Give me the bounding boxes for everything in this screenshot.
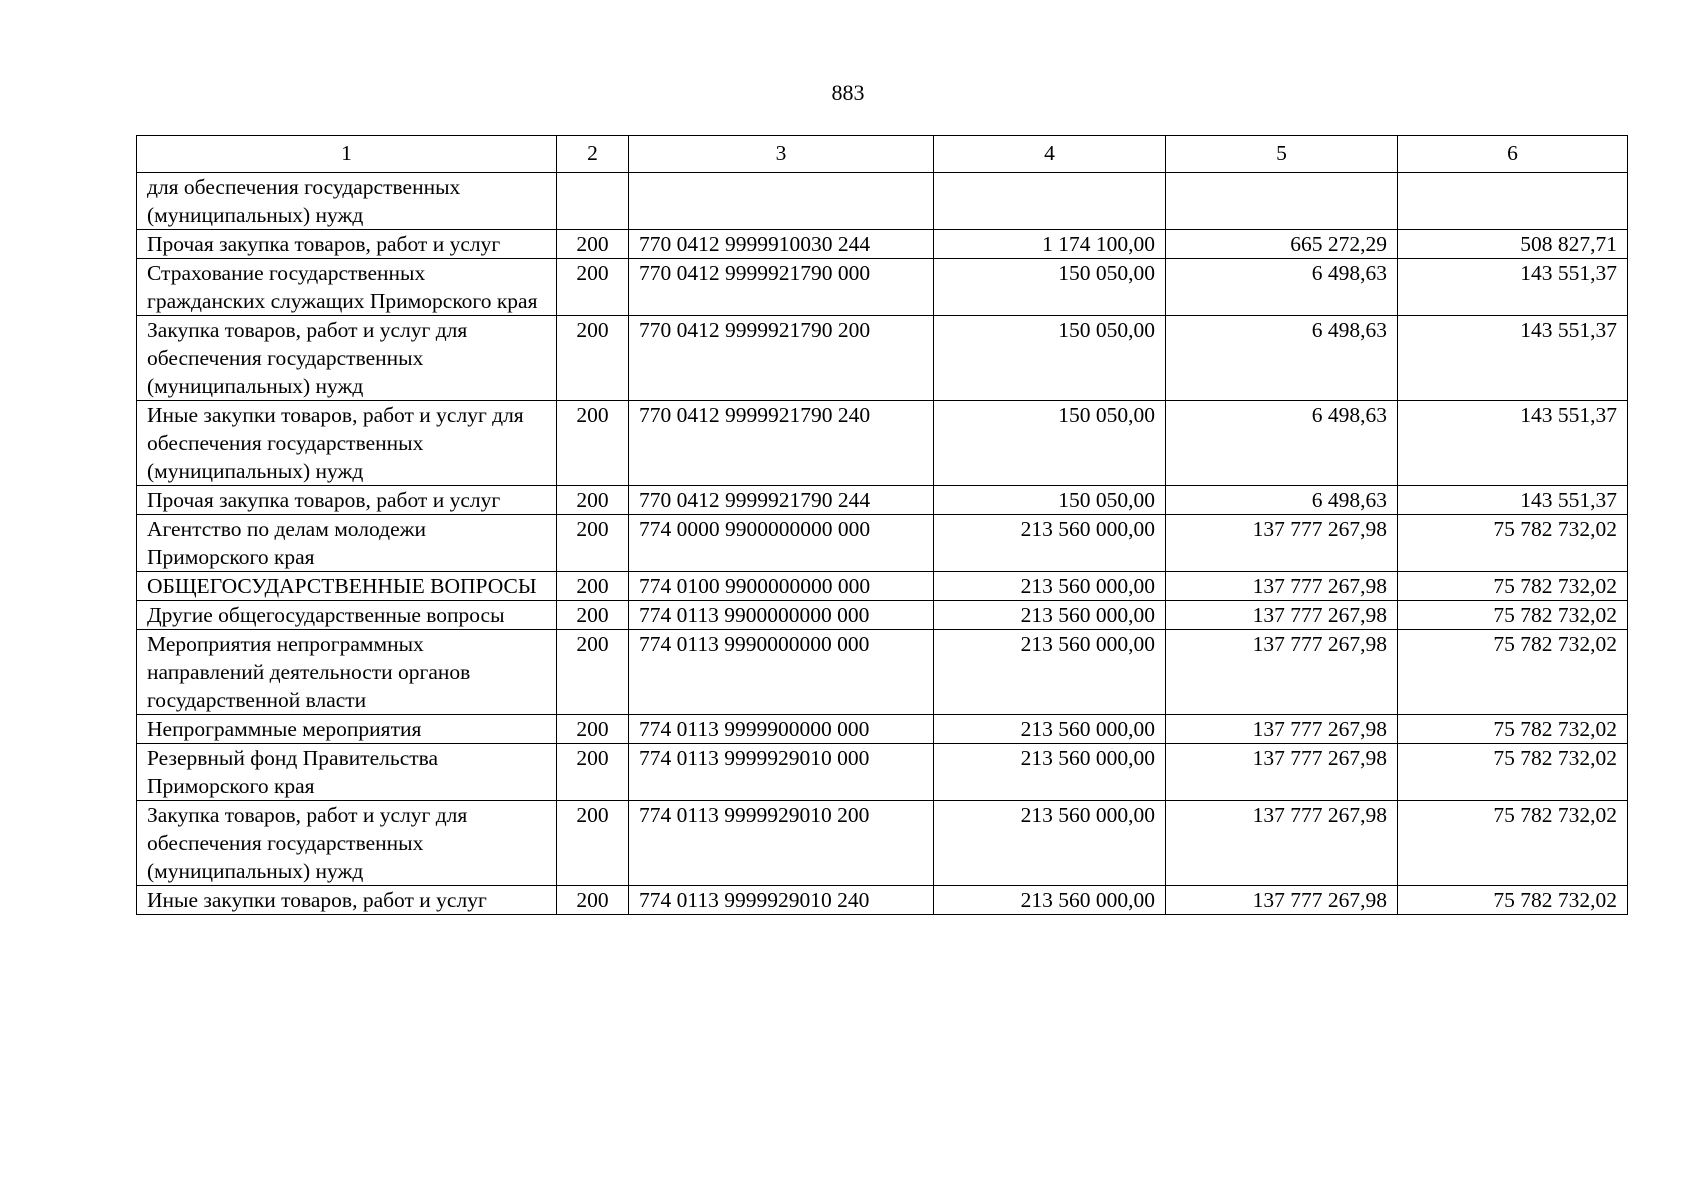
table-row	[137, 572, 1628, 601]
row-code-cell: 200	[557, 259, 629, 316]
row-kbk-cell: 770 0412 9999921790 240	[629, 401, 934, 486]
row-kbk-cell	[629, 173, 934, 230]
row-amount-remaining-cell: 75 782 732,02	[1398, 572, 1628, 601]
row-amount-planned-cell: 1 174 100,00	[934, 230, 1166, 259]
column-header: 6	[1398, 136, 1628, 173]
row-amount-remaining-cell: 75 782 732,02	[1398, 801, 1628, 886]
row-amount-planned-cell: 213 560 000,00	[934, 630, 1166, 715]
row-amount-remaining-cell: 508 827,71	[1398, 230, 1628, 259]
row-code-cell: 200	[557, 715, 629, 744]
row-code-cell: 200	[557, 572, 629, 601]
row-amount-executed-cell: 6 498,63	[1166, 401, 1398, 486]
row-amount-remaining-cell: 75 782 732,02	[1398, 515, 1628, 572]
column-header: 1	[137, 136, 557, 173]
table-row	[137, 515, 1628, 572]
row-name-cell: Другие общегосударственные вопросы	[137, 601, 557, 630]
table-row	[137, 744, 1628, 801]
row-amount-planned-cell: 213 560 000,00	[934, 515, 1166, 572]
table-row	[137, 486, 1628, 515]
row-name-cell: Мероприятия непрограммных направлений деятельности органов государственной власти	[137, 630, 557, 715]
row-amount-executed-cell: 137 777 267,98	[1166, 601, 1398, 630]
row-kbk-cell: 774 0113 9900000000 000	[629, 601, 934, 630]
row-name-cell: Прочая закупка товаров, работ и услуг	[137, 486, 557, 515]
row-amount-executed-cell: 6 498,63	[1166, 486, 1398, 515]
row-code-cell: 200	[557, 230, 629, 259]
row-amount-remaining-cell: 143 551,37	[1398, 401, 1628, 486]
row-kbk-cell: 770 0412 9999921790 200	[629, 316, 934, 401]
row-amount-remaining-cell: 143 551,37	[1398, 316, 1628, 401]
row-code-cell: 200	[557, 801, 629, 886]
row-name-cell: Закупка товаров, работ и услуг для обеспечения государственных (муниципальных) нужд	[137, 316, 557, 401]
row-amount-executed-cell: 665 272,29	[1166, 230, 1398, 259]
table-row	[137, 316, 1628, 401]
budget-table	[136, 135, 1628, 915]
row-amount-remaining-cell: 143 551,37	[1398, 259, 1628, 316]
row-amount-planned-cell: 150 050,00	[934, 486, 1166, 515]
row-amount-planned-cell: 150 050,00	[934, 316, 1166, 401]
page-number: 883	[831, 80, 865, 105]
row-amount-planned-cell: 213 560 000,00	[934, 601, 1166, 630]
row-kbk-cell: 774 0113 9999929010 200	[629, 801, 934, 886]
column-header: 2	[557, 136, 629, 173]
row-amount-planned-cell: 150 050,00	[934, 259, 1166, 316]
table-row	[137, 401, 1628, 486]
row-name-cell: Резервный фонд Правительства Приморского края	[137, 744, 557, 801]
row-amount-remaining-cell	[1398, 173, 1628, 230]
row-amount-executed-cell: 6 498,63	[1166, 259, 1398, 316]
table-row	[137, 886, 1628, 915]
row-amount-executed-cell: 137 777 267,98	[1166, 886, 1398, 915]
column-header: 4	[934, 136, 1166, 173]
row-amount-executed-cell: 137 777 267,98	[1166, 744, 1398, 801]
row-code-cell: 200	[557, 401, 629, 486]
row-name-cell: Непрограммные мероприятия	[137, 715, 557, 744]
row-amount-remaining-cell: 75 782 732,02	[1398, 601, 1628, 630]
row-kbk-cell: 774 0113 9990000000 000	[629, 630, 934, 715]
row-kbk-cell: 774 0000 9900000000 000	[629, 515, 934, 572]
row-amount-executed-cell: 137 777 267,98	[1166, 630, 1398, 715]
row-amount-executed-cell: 137 777 267,98	[1166, 715, 1398, 744]
row-code-cell: 200	[557, 601, 629, 630]
row-name-cell: ОБЩЕГОСУДАРСТВЕННЫЕ ВОПРОСЫ	[137, 572, 557, 601]
row-code-cell: 200	[557, 316, 629, 401]
row-code-cell: 200	[557, 515, 629, 572]
row-kbk-cell: 774 0113 9999929010 000	[629, 744, 934, 801]
row-amount-executed-cell	[1166, 173, 1398, 230]
row-amount-remaining-cell: 75 782 732,02	[1398, 715, 1628, 744]
row-kbk-cell: 770 0412 9999921790 000	[629, 259, 934, 316]
row-kbk-cell: 774 0100 9900000000 000	[629, 572, 934, 601]
row-name-cell: Прочая закупка товаров, работ и услуг	[137, 230, 557, 259]
row-name-cell: Агентство по делам молодежи Приморского края	[137, 515, 557, 572]
table-row	[137, 259, 1628, 316]
table-row	[137, 715, 1628, 744]
row-amount-executed-cell: 137 777 267,98	[1166, 572, 1398, 601]
table-row	[137, 801, 1628, 886]
row-name-cell: для обеспечения государственных (муниципальных) нужд	[137, 173, 557, 230]
row-name-cell: Страхование государственных гражданских служащих Приморского края	[137, 259, 557, 316]
table-row	[137, 230, 1628, 259]
row-amount-executed-cell: 137 777 267,98	[1166, 515, 1398, 572]
row-code-cell	[557, 173, 629, 230]
row-amount-planned-cell: 213 560 000,00	[934, 572, 1166, 601]
column-header: 3	[629, 136, 934, 173]
row-kbk-cell: 770 0412 9999921790 244	[629, 486, 934, 515]
row-name-cell: Иные закупки товаров, работ и услуг для обеспечения государственных (муниципальных) нужд	[137, 401, 557, 486]
row-name-cell: Иные закупки товаров, работ и услуг	[137, 886, 557, 915]
row-kbk-cell: 770 0412 9999910030 244	[629, 230, 934, 259]
table-row	[137, 630, 1628, 715]
row-amount-planned-cell: 213 560 000,00	[934, 744, 1166, 801]
row-amount-remaining-cell: 75 782 732,02	[1398, 630, 1628, 715]
row-amount-planned-cell: 213 560 000,00	[934, 801, 1166, 886]
row-amount-remaining-cell: 75 782 732,02	[1398, 744, 1628, 801]
row-amount-remaining-cell: 75 782 732,02	[1398, 886, 1628, 915]
row-amount-executed-cell: 137 777 267,98	[1166, 801, 1398, 886]
table-row	[137, 173, 1628, 230]
row-name-cell: Закупка товаров, работ и услуг для обеспечения государственных (муниципальных) нужд	[137, 801, 557, 886]
row-code-cell: 200	[557, 744, 629, 801]
table-row	[137, 601, 1628, 630]
row-kbk-cell: 774 0113 9999929010 240	[629, 886, 934, 915]
row-amount-executed-cell: 6 498,63	[1166, 316, 1398, 401]
row-code-cell: 200	[557, 886, 629, 915]
row-amount-planned-cell: 213 560 000,00	[934, 715, 1166, 744]
row-code-cell: 200	[557, 486, 629, 515]
table-header-row	[137, 136, 1628, 173]
row-amount-planned-cell	[934, 173, 1166, 230]
column-header: 5	[1166, 136, 1398, 173]
row-code-cell: 200	[557, 630, 629, 715]
row-kbk-cell: 774 0113 9999900000 000	[629, 715, 934, 744]
row-amount-planned-cell: 213 560 000,00	[934, 886, 1166, 915]
row-amount-remaining-cell: 143 551,37	[1398, 486, 1628, 515]
row-amount-planned-cell: 150 050,00	[934, 401, 1166, 486]
